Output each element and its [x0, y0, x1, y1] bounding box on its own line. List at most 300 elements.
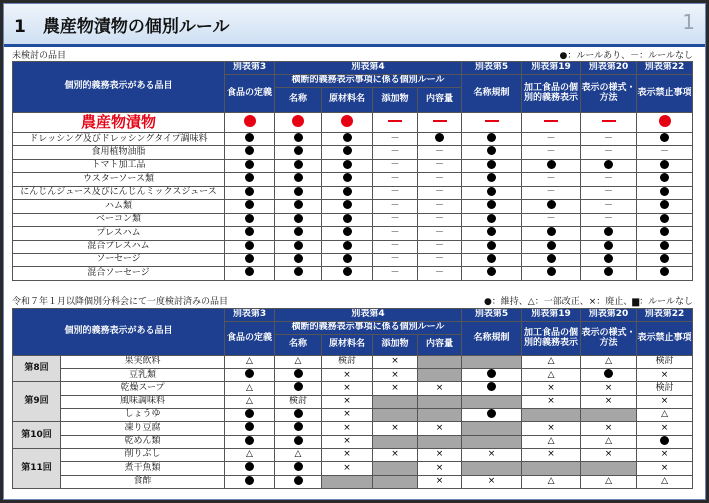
cell-format: －: [581, 133, 637, 146]
rule-dot-red: [341, 115, 353, 127]
cell-individual-labeling: [522, 159, 581, 172]
rule-dot: [487, 173, 496, 182]
meeting-group: 第9回: [13, 382, 61, 422]
cell-name-restriction: [462, 113, 522, 133]
cell-name-restriction: [462, 267, 522, 280]
table-row: [13, 113, 693, 133]
cell-ingredients: [322, 133, 373, 146]
cell-prohibited: [637, 213, 693, 226]
t1-hd-b5: 別表第5: [462, 62, 522, 75]
cell-format: [581, 159, 637, 172]
cell-ingredients: [322, 253, 373, 266]
cell-name-restriction: [462, 227, 522, 240]
cell-name: [275, 133, 322, 146]
cell-individual-labeling: [522, 113, 581, 133]
t2-col-name: 名称: [275, 335, 322, 356]
cell-individual-labeling: ×: [522, 395, 581, 408]
rule-dot: [660, 187, 669, 196]
rule-dot: [245, 369, 254, 378]
rule-dot: [294, 227, 303, 236]
no-rule-cell: [462, 435, 522, 448]
t2-col-additives: 添加物: [373, 335, 418, 356]
cell-ingredients: ×: [322, 462, 373, 475]
cell-name-restriction: [462, 369, 522, 382]
table1-legend: ●：ルールあり、－：ルールなし: [559, 51, 693, 61]
cell-volume: ×: [418, 449, 462, 462]
cell-name-restriction: [462, 213, 522, 226]
rule-dot: [294, 133, 303, 142]
rule-dot: [245, 214, 254, 223]
item-name: 削りぶし: [61, 449, 225, 462]
cell-name-restriction: [462, 408, 522, 421]
rule-dot: [343, 187, 352, 196]
t1-hd-b4: 別表第4: [275, 62, 462, 75]
t1-col-name: 名称: [275, 88, 322, 113]
rule-dot: [487, 200, 496, 209]
cell-prohibited: 検討: [637, 382, 693, 395]
cell-definition: [225, 462, 275, 475]
cell-name: [275, 382, 322, 395]
cell-ingredients: [322, 213, 373, 226]
cell-name: [275, 408, 322, 421]
cell-ingredients: ×: [322, 369, 373, 382]
cell-prohibited: 検討: [637, 356, 693, 369]
table-row: [13, 356, 693, 369]
cell-format: －: [581, 146, 637, 159]
table-row: [13, 213, 693, 226]
cell-prohibited: [637, 253, 693, 266]
rule-dot: [660, 214, 669, 223]
cell-prohibited: [637, 227, 693, 240]
rule-dot: [245, 409, 254, 418]
cell-additives: －: [373, 133, 418, 146]
t1-col-additives: 添加物: [373, 88, 418, 113]
cell-definition: [225, 200, 275, 213]
rule-dot: [294, 462, 303, 471]
no-rule-cell: [462, 395, 522, 408]
no-rule-dash-red: [544, 120, 558, 122]
t2-col-volume: 内容量: [418, 335, 462, 356]
cell-volume: ×: [418, 462, 462, 475]
cell-individual-labeling: [522, 227, 581, 240]
cell-prohibited: [637, 159, 693, 172]
cell-name: [275, 369, 322, 382]
t1-hd-b19: 別表第19: [522, 62, 581, 75]
rule-dot: [487, 133, 496, 142]
cell-name: [275, 253, 322, 266]
rule-dot: [294, 382, 303, 391]
no-rule-dash-red: [485, 120, 499, 122]
cell-individual-labeling: △: [522, 356, 581, 369]
table-row: [13, 253, 693, 266]
cell-volume: [418, 133, 462, 146]
cell-volume: －: [418, 267, 462, 280]
cell-name-restriction: [462, 240, 522, 253]
title-bar: [4, 4, 705, 47]
cell-ingredients: [322, 240, 373, 253]
item-name: 乾燥スープ: [61, 382, 225, 395]
cell-prohibited: △: [637, 408, 693, 421]
no-rule-cell: [462, 356, 522, 369]
cell-format: [581, 240, 637, 253]
cell-volume: ×: [418, 422, 462, 435]
cell-name: [275, 422, 322, 435]
cell-ingredients: ×: [322, 395, 373, 408]
cell-name-restriction: [462, 173, 522, 186]
cell-definition: [225, 159, 275, 172]
rule-dot: [604, 369, 613, 378]
cell-prohibited: ×: [637, 449, 693, 462]
rule-dot: [343, 146, 352, 155]
rule-dot: [294, 200, 303, 209]
rule-dot: [547, 227, 556, 236]
cell-volume: －: [418, 227, 462, 240]
rule-dot: [294, 436, 303, 445]
cell-definition: [225, 267, 275, 280]
rule-dot: [604, 241, 613, 250]
t1-sub-b4: 横断的義務表示事項に係る個別ルール: [275, 75, 462, 88]
table-row: [13, 435, 693, 448]
table-row: [13, 186, 693, 199]
rule-dot: [245, 436, 254, 445]
cell-individual-labeling: ×: [522, 382, 581, 395]
table-row: [13, 449, 693, 462]
no-rule-cell: [373, 435, 418, 448]
cell-name-restriction: [462, 200, 522, 213]
item-name: ドレッシング及びドレッシングタイプ調味料: [13, 133, 225, 146]
slide: [3, 3, 706, 500]
rule-dot: [343, 241, 352, 250]
cell-ingredients: 検討: [322, 356, 373, 369]
rule-dot: [294, 254, 303, 263]
cell-individual-labeling: [522, 240, 581, 253]
table-row: [13, 395, 693, 408]
cell-format: [581, 253, 637, 266]
cell-format: [581, 267, 637, 280]
cell-prohibited: －: [637, 146, 693, 159]
t1-hd-b22: 別表第22: [637, 62, 693, 75]
rule-dot: [343, 200, 352, 209]
item-name: 食用植物油脂: [13, 146, 225, 159]
rule-dot: [245, 200, 254, 209]
no-rule-cell: [418, 408, 462, 421]
item-name: プレスハム: [13, 227, 225, 240]
meeting-group: 第8回: [13, 356, 61, 382]
rule-dot: [487, 241, 496, 250]
rule-dot-red: [244, 115, 256, 127]
item-name: しょうゆ: [61, 408, 225, 421]
rule-dot: [245, 462, 254, 471]
t1-sub-b19: 加工食品の個別的義務表示: [522, 75, 581, 113]
rule-dot: [245, 267, 254, 276]
cell-additives: －: [373, 159, 418, 172]
cell-definition: [225, 422, 275, 435]
cell-name: [275, 227, 322, 240]
cell-volume: ×: [418, 382, 462, 395]
cell-additives: －: [373, 240, 418, 253]
table-row: [13, 422, 693, 435]
item-name: 凍り豆腐: [61, 422, 225, 435]
cell-name-restriction: [462, 133, 522, 146]
rule-dot: [660, 160, 669, 169]
no-rule-cell: [418, 435, 462, 448]
cell-format: ×: [581, 449, 637, 462]
item-name: 混合プレスハム: [13, 240, 225, 253]
t2-sub-b5: 名称規制: [462, 322, 522, 356]
cell-individual-labeling: △: [522, 369, 581, 382]
cell-definition: △: [225, 356, 275, 369]
rule-dot: [245, 187, 254, 196]
cell-volume: －: [418, 213, 462, 226]
no-rule-cell: [522, 462, 581, 475]
cell-name: [275, 186, 322, 199]
no-rule-dash-red: [388, 120, 402, 122]
rule-dot: [343, 160, 352, 169]
t1-sub-b3: 食品の定義: [225, 75, 275, 113]
table1-label: 未検討の品目: [12, 51, 67, 61]
cell-prohibited: [637, 267, 693, 280]
t1-hd-b20: 別表第20: [581, 62, 637, 75]
cell-individual-labeling: －: [522, 186, 581, 199]
cell-definition: [225, 146, 275, 159]
cell-ingredients: ×: [322, 408, 373, 421]
cell-additives: ×: [373, 369, 418, 382]
cell-volume: －: [418, 186, 462, 199]
no-rule-cell: [462, 422, 522, 435]
table-row: [13, 173, 693, 186]
cell-format: △: [581, 356, 637, 369]
rule-dot: [294, 146, 303, 155]
rule-dot: [547, 160, 556, 169]
rule-dot: [604, 267, 613, 276]
no-rule-cell: [373, 408, 418, 421]
cell-ingredients: [322, 200, 373, 213]
table2-label: 令和７年１月以降個別分科会にて一度検討済みの品目: [12, 297, 229, 307]
no-rule-cell: [462, 462, 522, 475]
rule-dot: [294, 160, 303, 169]
rule-dot: [245, 254, 254, 263]
cell-additives: －: [373, 253, 418, 266]
no-rule-cell: [418, 356, 462, 369]
rule-dot: [343, 214, 352, 223]
item-name: ハム類: [13, 200, 225, 213]
rule-dot: [487, 146, 496, 155]
cell-name-restriction: [462, 159, 522, 172]
cell-definition: △: [225, 395, 275, 408]
table-row: [13, 146, 693, 159]
no-rule-cell: [373, 395, 418, 408]
item-name: ウスターソース類: [13, 173, 225, 186]
rule-dot: [245, 422, 254, 431]
cell-definition: [225, 227, 275, 240]
rule-dot: [487, 160, 496, 169]
t1-hd-b3: 別表第3: [225, 62, 275, 75]
t2-hd-b5: 別表第5: [462, 309, 522, 322]
cell-name-restriction: ×: [462, 449, 522, 462]
cell-ingredients: [322, 173, 373, 186]
cell-format: △: [581, 475, 637, 488]
table-row: [13, 240, 693, 253]
cell-definition: [225, 253, 275, 266]
cell-individual-labeling: ×: [522, 449, 581, 462]
rule-dot: [547, 241, 556, 250]
cell-additives: －: [373, 186, 418, 199]
cell-name-restriction: ×: [462, 475, 522, 488]
item-name: 混合ソーセージ: [13, 267, 225, 280]
cell-name: [275, 159, 322, 172]
cell-name: [275, 435, 322, 448]
cell-additives: ×: [373, 382, 418, 395]
cell-format: ×: [581, 382, 637, 395]
rule-dot: [487, 267, 496, 276]
rule-dot-red: [292, 115, 304, 127]
item-name: トマト加工品: [13, 159, 225, 172]
t1-col-ingredients: 原材料名: [322, 88, 373, 113]
cell-additives: －: [373, 146, 418, 159]
cell-volume: －: [418, 240, 462, 253]
cell-individual-labeling: [522, 267, 581, 280]
rule-dot: [487, 409, 496, 418]
cell-definition: [225, 408, 275, 421]
cell-format: ×: [581, 395, 637, 408]
page-number: 1: [682, 10, 695, 34]
cell-name-restriction: [462, 253, 522, 266]
cell-volume: －: [418, 159, 462, 172]
no-rule-cell: [373, 475, 418, 488]
cell-format: －: [581, 173, 637, 186]
no-rule-cell: [322, 475, 373, 488]
rule-dot: [294, 476, 303, 485]
rule-dot: [547, 200, 556, 209]
cell-definition: [225, 133, 275, 146]
cell-individual-labeling: －: [522, 146, 581, 159]
no-rule-dash-red: [602, 120, 616, 122]
cell-individual-labeling: △: [522, 435, 581, 448]
cell-name: [275, 173, 322, 186]
rule-dot: [487, 369, 496, 378]
cell-prohibited: [637, 435, 693, 448]
cell-prohibited: [637, 240, 693, 253]
rule-dot: [343, 173, 352, 182]
table-row: [13, 133, 693, 146]
cell-prohibited: ×: [637, 422, 693, 435]
cell-additives: ×: [373, 356, 418, 369]
item-name: 果実飲料: [61, 356, 225, 369]
cell-additives: －: [373, 267, 418, 280]
table2-legend: ●：維持、△：一部改正、×：廃止、▆：ルールなし: [483, 297, 693, 307]
item-name: 風味調味料: [61, 395, 225, 408]
item-name: にんじんジュース及びにんじんミックスジュース: [13, 186, 225, 199]
cell-format: －: [581, 200, 637, 213]
cell-additives: －: [373, 213, 418, 226]
cell-volume: －: [418, 173, 462, 186]
rule-dot: [245, 476, 254, 485]
rule-dot: [245, 241, 254, 250]
item-name: ベーコン類: [13, 213, 225, 226]
t2-hd-b3: 別表第3: [225, 309, 275, 322]
cell-prohibited: △: [637, 475, 693, 488]
cell-prohibited: ×: [637, 395, 693, 408]
table-row: [13, 408, 693, 421]
cell-ingredients: ×: [322, 382, 373, 395]
page-title: 1 農産物漬物の個別ルール: [14, 17, 230, 37]
rule-dot: [660, 227, 669, 236]
rule-dot: [660, 200, 669, 209]
cell-additives: －: [373, 173, 418, 186]
rule-dot: [245, 133, 254, 142]
cell-ingredients: [322, 267, 373, 280]
table-row: [13, 475, 693, 488]
cell-prohibited: [637, 133, 693, 146]
no-rule-dash-red: [433, 120, 447, 122]
cell-name: [275, 462, 322, 475]
item-name: 農産物漬物: [13, 113, 225, 133]
table2-row-header: 個別的義務表示がある品目: [13, 309, 225, 356]
t1-sub-b5: 名称規制: [462, 75, 522, 113]
rule-dot: [660, 133, 669, 142]
t2-sub-b3: 食品の定義: [225, 322, 275, 356]
cell-name: △: [275, 449, 322, 462]
cell-individual-labeling: －: [522, 133, 581, 146]
rule-dot: [343, 133, 352, 142]
cell-name: [275, 240, 322, 253]
table-row: [13, 382, 693, 395]
cell-individual-labeling: △: [522, 475, 581, 488]
cell-prohibited: [637, 173, 693, 186]
no-rule-cell: [581, 462, 637, 475]
cell-additives: －: [373, 200, 418, 213]
cell-prohibited: [637, 186, 693, 199]
rule-dot: [294, 422, 303, 431]
cell-prohibited: [637, 200, 693, 213]
item-name: 豆乳類: [61, 369, 225, 382]
table-row: [13, 159, 693, 172]
cell-name: [275, 213, 322, 226]
cell-name: 検討: [275, 395, 322, 408]
no-rule-cell: [418, 369, 462, 382]
rule-dot: [435, 133, 444, 142]
cell-additives: －: [373, 227, 418, 240]
cell-format: ×: [581, 422, 637, 435]
cell-definition: [225, 186, 275, 199]
cell-ingredients: ×: [322, 435, 373, 448]
rule-dot: [294, 409, 303, 418]
cell-additives: [373, 113, 418, 133]
table2-reviewed-items: [12, 308, 693, 489]
cell-prohibited: ×: [637, 462, 693, 475]
cell-individual-labeling: [522, 200, 581, 213]
cell-name: [275, 200, 322, 213]
cell-format: －: [581, 213, 637, 226]
rule-dot: [487, 254, 496, 263]
no-rule-cell: [418, 395, 462, 408]
cell-definition: [225, 173, 275, 186]
t1-col-volume: 内容量: [418, 88, 462, 113]
cell-name: [275, 146, 322, 159]
rule-dot: [660, 267, 669, 276]
rule-dot: [343, 267, 352, 276]
cell-format: [581, 369, 637, 382]
rule-dot: [294, 267, 303, 276]
cell-name-restriction: [462, 146, 522, 159]
cell-format: △: [581, 435, 637, 448]
rule-dot: [294, 241, 303, 250]
t2-sub-b19: 加工食品の個別的義務表示: [522, 322, 581, 356]
rule-dot: [487, 382, 496, 391]
cell-name: [275, 267, 322, 280]
rule-dot: [294, 173, 303, 182]
rule-dot: [660, 436, 669, 445]
